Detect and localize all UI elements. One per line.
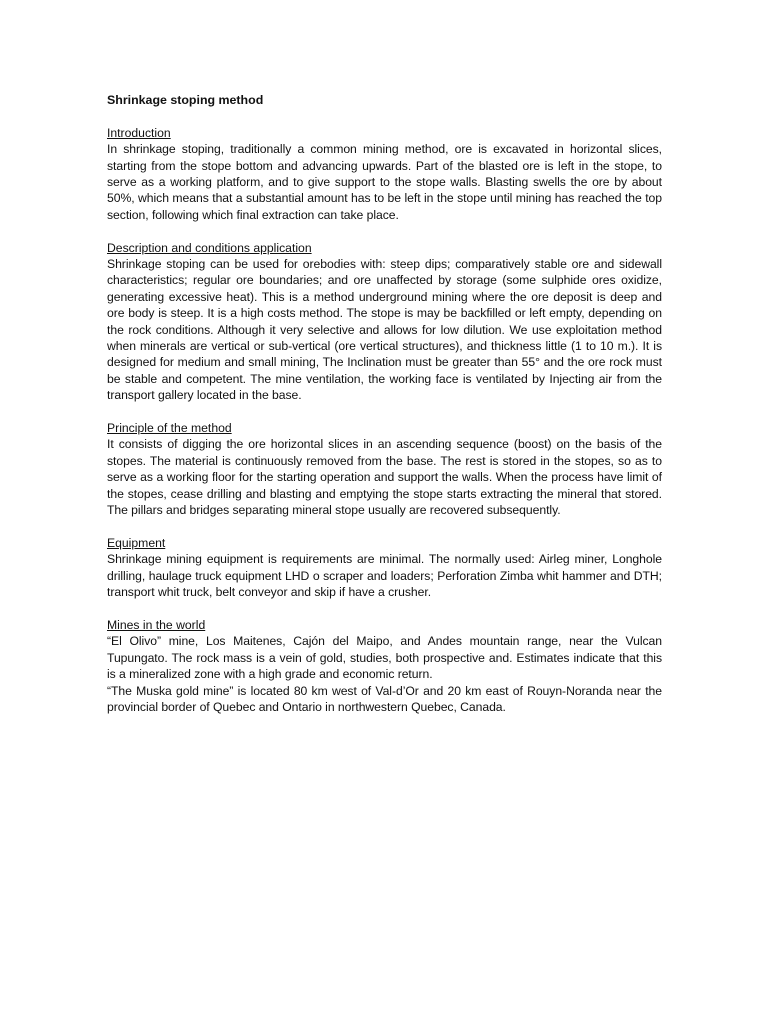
section-heading: Introduction bbox=[107, 125, 171, 140]
section-paragraph: In shrinkage stoping, traditionally a common mining method, ore is excavated in horizontal slices, starting from the stope bottom and advancing upwards. Part of the blasted ore is left in the stope, to serve as a working platform, and to give support to the stope walls. Blasting swells the ore by about 50%, which means that a substantial amount has to be left in the stope until mining has reached the top section, following which final extraction can take place. bbox=[107, 142, 662, 222]
section-paragraph: Shrinkage mining equipment is requirements are minimal. The normally used: Airleg miner, Longhole drilling, haulage truck equipment LHD o scraper and loaders; Perforation Zimba whit hammer and DTH; transport whit truck, belt conveyor and skip if have a crusher. bbox=[107, 552, 662, 600]
section-mines-world bbox=[107, 617, 662, 715]
section-equipment bbox=[107, 535, 662, 601]
section-heading: Mines in the world bbox=[107, 617, 206, 632]
section-heading: Principle of the method bbox=[107, 421, 232, 436]
section-paragraph: “El Olivo” mine, Los Maitenes, Cajón del Maipo, and Andes mountain range, near the Vulcan Tupungato. The rock mass is a vein of gold, studies, both prospective and. Estimates indicate that this is a mineralized zone with a high grade and economic return. bbox=[107, 634, 662, 682]
section-paragraph: Shrinkage stoping can be used for orebodies with: steep dips; comparatively stable ore and sidewall characteristics; regular ore boundaries; and ore unaffected by storage (some sulphide ores oxidize, generating excessive heat). This is a method underground mining where the ore deposit is deep and ore body is steep. It is a high costs method. The stope is may be backfilled or left empty, depending on the rock conditions. Although it very selective and allows for low dilution. We use exploitation method when minerals are vertical or sub-vertical (ore vertical structures), and thickness little (1 to 10 m.). It is designed for medium and small mining, The Inclination must be greater than 55° and the ore rock must be stable and competent. The mine ventilation, the working face is ventilated by Injecting air from the transport gallery located in the base. bbox=[107, 257, 662, 403]
document-title: Shrinkage stoping method bbox=[107, 93, 264, 107]
section-description-conditions bbox=[107, 240, 662, 404]
section-paragraph: It consists of digging the ore horizontal slices in an ascending sequence (boost) on the basis of the stopes. The material is continuously removed from the base. The rest is stored in the stopes, so as to serve as a working floor for the starting operation and support the walls. When the process have limit of the stopes, cease drilling and blasting and emptying the stope starts extracting the mineral that stored. The pillars and bridges separating mineral stope usually are recovered subsequently. bbox=[107, 437, 662, 518]
section-principle bbox=[107, 420, 662, 518]
section-heading: Equipment bbox=[107, 535, 166, 550]
document-page bbox=[107, 92, 662, 732]
section-introduction bbox=[107, 125, 662, 223]
section-heading: Description and conditions application bbox=[107, 240, 312, 255]
section-paragraph: “The Muska gold mine” is located 80 km west of Val-d’Or and 20 km east of Rouyn-Noranda near the provincial border of Quebec and Ontario in northwestern Quebec, Canada. bbox=[107, 683, 662, 714]
